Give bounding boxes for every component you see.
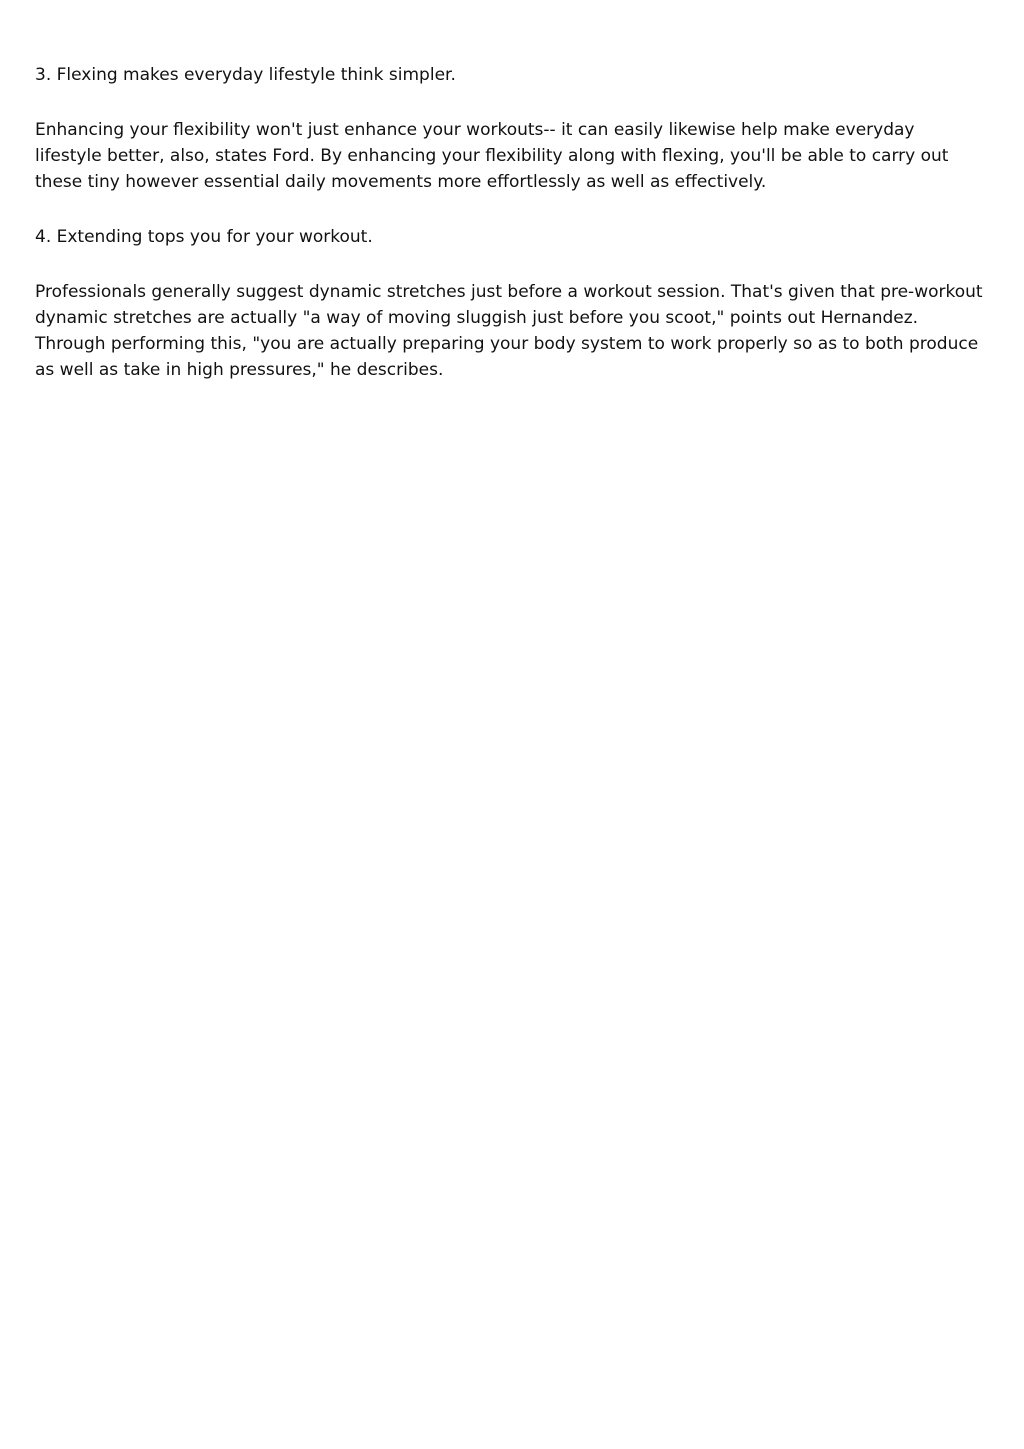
section-heading-4: 4. Extending tops you for your workout.	[35, 227, 373, 247]
section-heading-3: 3. Flexing makes everyday lifestyle think simpler.	[35, 65, 456, 85]
document-page	[35, 62, 985, 412]
body-paragraph: Enhancing your flexibility won't just enhance your workouts-- it can easily likewise help make everyday lifestyle better, also, states Ford. By enhancing your flexibility along with flexing, you'll be able to carry out these tiny however essential daily movements more effortlessly as well as effectively.	[35, 120, 949, 192]
body-paragraph: Professionals generally suggest dynamic stretches just before a workout session. That's given that pre-workout dynamic stretches are actually "a way of moving sluggish just before you scoot," points out Hernandez. Through performing this, "you are actually preparing your body system to work properly so as to both produce as well as take in high pressures," he describes.	[35, 282, 983, 380]
